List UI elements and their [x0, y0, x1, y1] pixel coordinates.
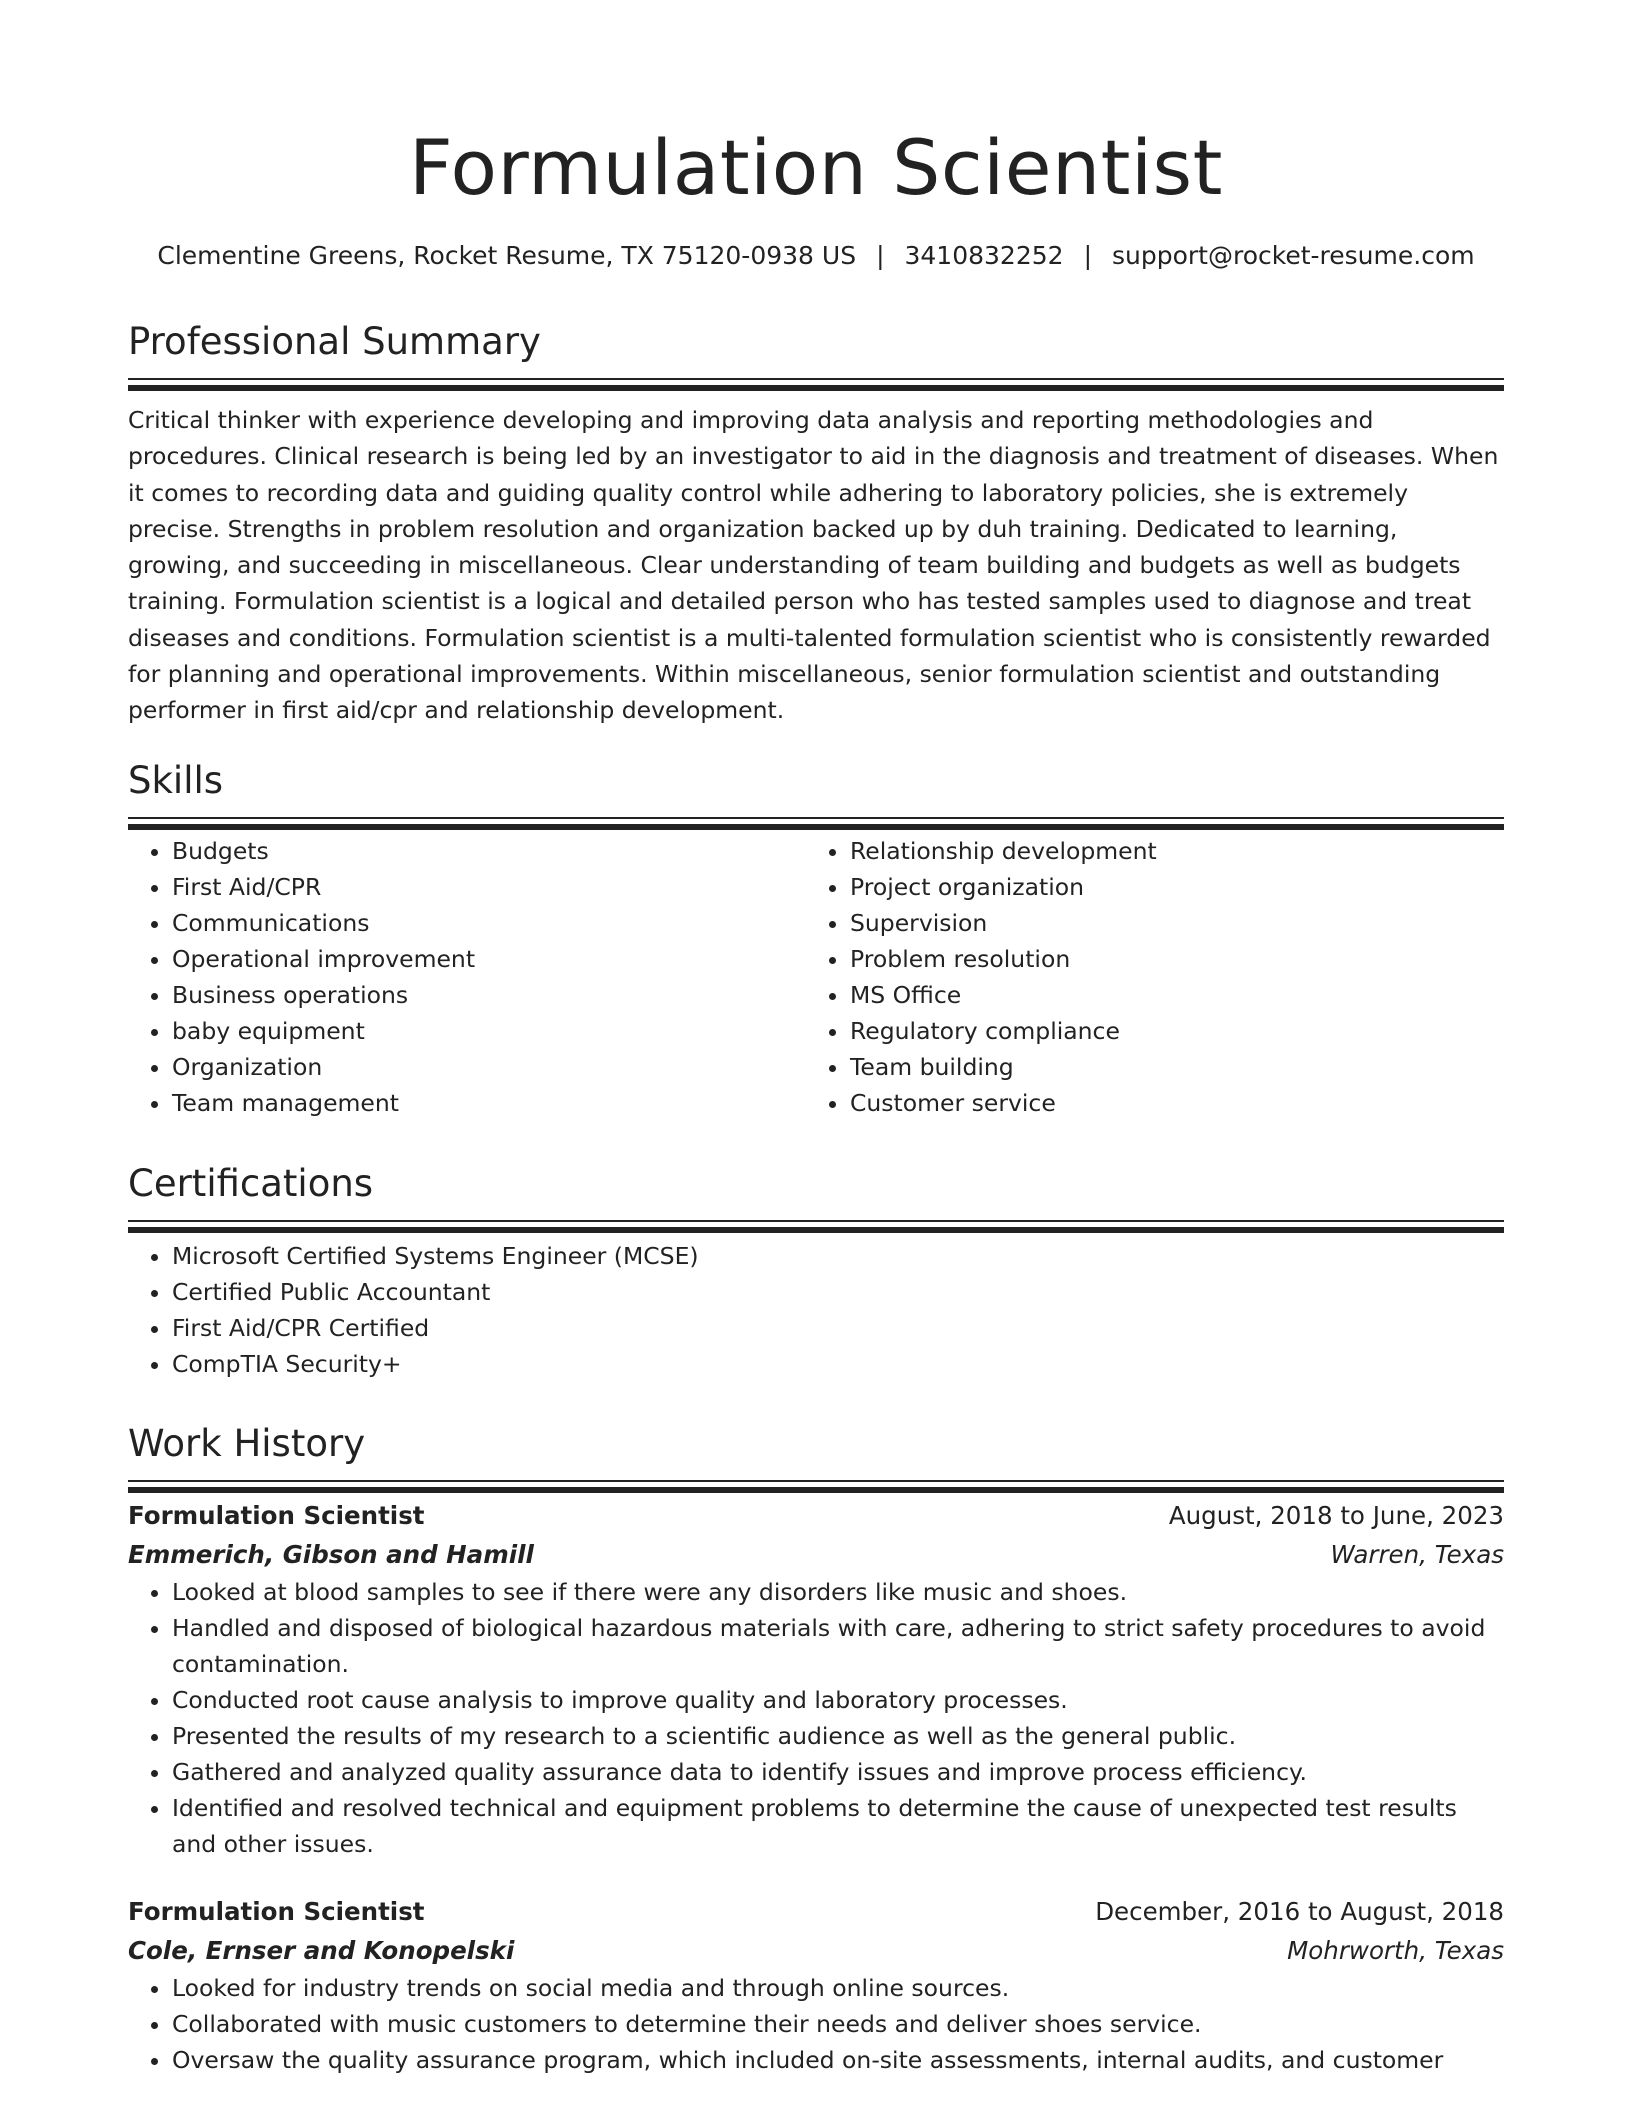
job-title: Formulation Scientist — [128, 1897, 425, 1926]
job-bullet: • Looked for industry trends on social media and through online sources. — [172, 1970, 1504, 2006]
skill-item: • Regulatory compliance — [850, 1013, 1484, 1049]
section-divider — [128, 1220, 1504, 1222]
skill-item: • MS Office — [850, 977, 1484, 1013]
job-bullet: • Collaborated with music customers to determine their needs and deliver shoes service. — [172, 2006, 1504, 2042]
resume-title: Formulation Scientist — [409, 123, 1223, 212]
job-bullet: • Handled and disposed of biological hazardous materials with care, adhering to strict safety procedures to avoid contamination. — [172, 1610, 1504, 1682]
job-company: Cole, Ernser and Konopelski — [128, 1936, 515, 1965]
section-summary — [128, 318, 1504, 729]
certification-item: • Microsoft Certified Systems Engineer (MCSE) — [172, 1238, 1504, 1274]
job-entry — [128, 1892, 1504, 2078]
job-bullets — [128, 1574, 1504, 1862]
skill-item: • Relationship development — [850, 833, 1484, 869]
skill-item: • Organization — [172, 1049, 806, 1085]
skill-item: • Budgets — [172, 833, 806, 869]
section-heading-skills: Skills — [128, 759, 224, 802]
skill-item: • Customer service — [850, 1085, 1484, 1121]
job-header-row — [128, 1496, 1504, 1535]
skill-item: • Business operations — [172, 977, 806, 1013]
job-bullet: • Conducted root cause analysis to improve quality and laboratory processes. — [172, 1682, 1504, 1718]
contact-phone: 3410832252 — [904, 241, 1064, 270]
job-entry — [128, 1496, 1504, 1862]
certification-item: • Certified Public Accountant — [172, 1274, 1504, 1310]
contact-line — [128, 238, 1504, 274]
job-bullet: • Identified and resolved technical and equipment problems to determine the cause of unexpected test results and other issues. — [172, 1790, 1504, 1862]
section-heading-certifications: Certifications — [128, 1162, 374, 1205]
job-location: Warren, Texas — [1330, 1540, 1504, 1569]
section-divider — [128, 378, 1504, 380]
certifications-list — [128, 1238, 1504, 1382]
job-bullet: • Presented the results of my research to a scientific audience as well as the general public. — [172, 1718, 1504, 1754]
job-header-row — [128, 1892, 1504, 1931]
section-heading-work-history: Work History — [128, 1422, 366, 1465]
skill-item: • Team management — [172, 1085, 806, 1121]
section-divider — [128, 1480, 1504, 1482]
skill-item: • Team building — [850, 1049, 1484, 1085]
section-certifications — [128, 1160, 1504, 1382]
job-location: Mohrworth, Texas — [1287, 1936, 1504, 1965]
skill-item: • Operational improvement — [172, 941, 806, 977]
skill-item: • First Aid/CPR — [172, 869, 806, 905]
job-dates: August, 2018 to June, 2023 — [1168, 1501, 1504, 1530]
job-company: Emmerich, Gibson and Hamill — [128, 1540, 534, 1569]
certification-item: • CompTIA Security+ — [172, 1346, 1504, 1382]
job-bullets — [128, 1970, 1504, 2078]
contact-separator: | — [876, 241, 885, 270]
job-bullet: • Oversaw the quality assurance program, which included on-site assessments, internal audits, and customer — [172, 2042, 1504, 2078]
contact-email[interactable]: support@rocket-resume.com — [1112, 241, 1475, 270]
job-subheader-row — [128, 1535, 1504, 1574]
section-divider — [128, 817, 1504, 819]
job-title: Formulation Scientist — [128, 1501, 425, 1530]
skill-item: • baby equipment — [172, 1013, 806, 1049]
skill-item: • Communications — [172, 905, 806, 941]
skill-item: • Problem resolution — [850, 941, 1484, 977]
section-work-history — [128, 1420, 1504, 2078]
contact-separator: | — [1083, 241, 1092, 270]
job-subheader-row — [128, 1931, 1504, 1970]
contact-address: Clementine Greens, Rocket Resume, TX 75120-0938 US — [157, 241, 857, 270]
job-dates: December, 2016 to August, 2018 — [1095, 1897, 1504, 1926]
job-bullet: • Gathered and analyzed quality assurance data to identify issues and improve process efficiency. — [172, 1754, 1504, 1790]
skills-column-left — [128, 833, 806, 1121]
skill-item: • Project organization — [850, 869, 1484, 905]
section-skills — [128, 757, 1504, 1121]
skills-column-right — [806, 833, 1484, 1121]
skills-grid — [128, 833, 1504, 1121]
certification-item: • First Aid/CPR Certified — [172, 1310, 1504, 1346]
section-heading-summary: Professional Summary — [128, 320, 541, 363]
skill-item: • Supervision — [850, 905, 1484, 941]
job-bullet: • Looked at blood samples to see if there were any disorders like music and shoes. — [172, 1574, 1504, 1610]
summary-paragraph: Critical thinker with experience developing and improving data analysis and reporting methodologies and procedures. Clinical research is being led by an investigator to aid in the diagnosis and treatment of diseases. When it comes to recording data and guiding quality control while adhering to laboratory policies, she is extremely precise. Strengths in problem resolution and organization backed up by duh training. Dedicated to learning, growing, and succeeding in miscellaneous. Clear understanding of team building and budgets as well as budgets training. Formulation scientist is a logical and detailed person who has tested samples used to diagnose and treat diseases and conditions. Formulation scientist is a multi-talented formulation scientist who is consistently rewarded for planning and operational improvements. Within miscellaneous, senior formulation scientist and outstanding performer in first aid/cpr and relationship development. — [128, 406, 1499, 725]
